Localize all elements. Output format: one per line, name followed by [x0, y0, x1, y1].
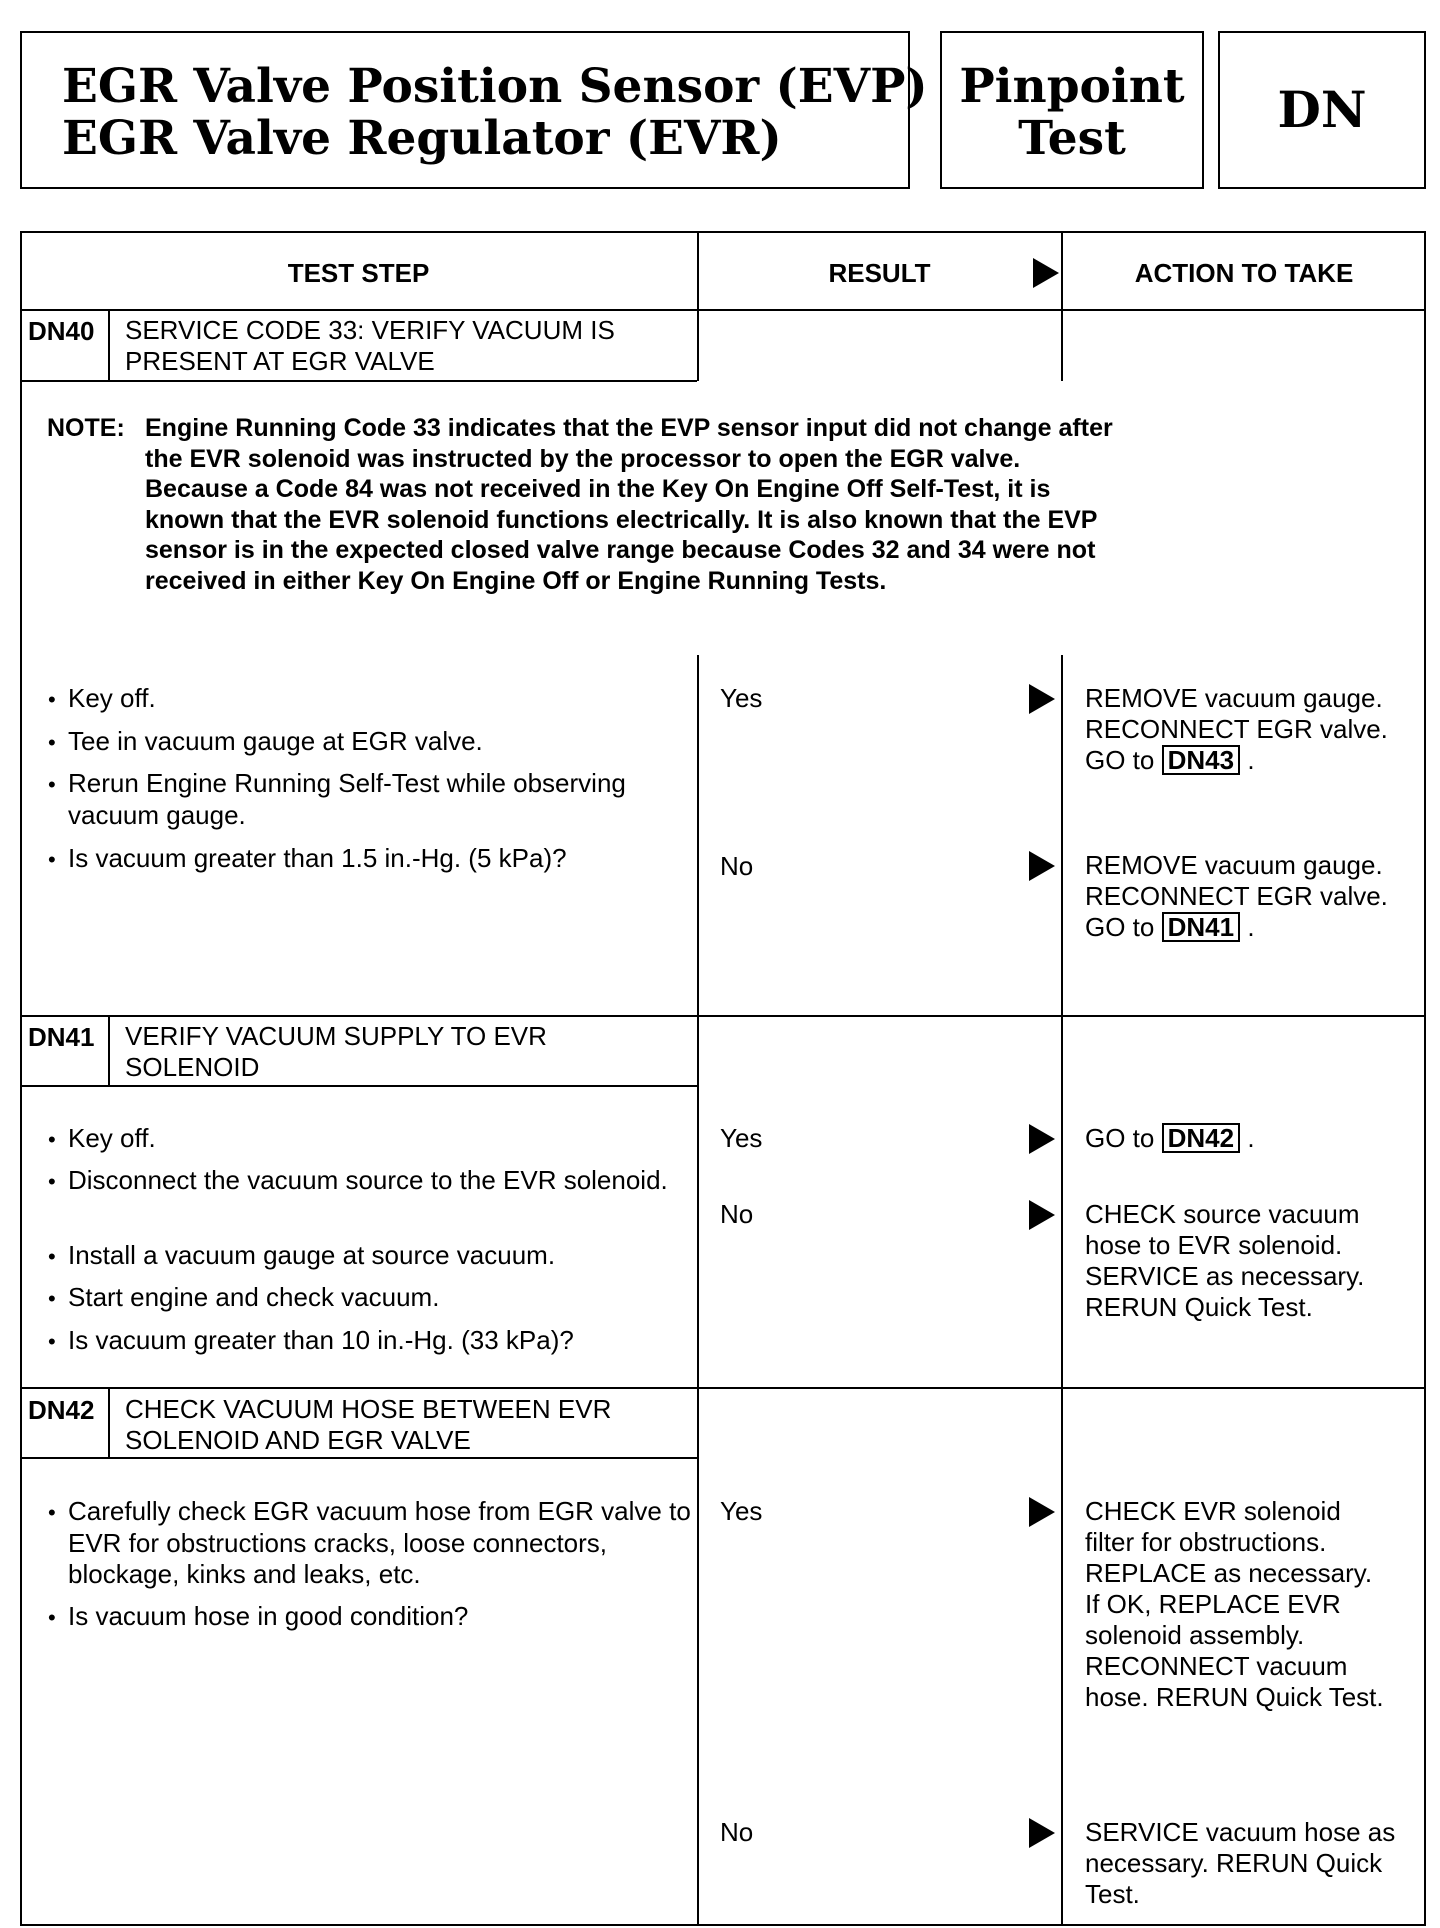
- dn40-title-right: [697, 309, 699, 381]
- note-line: Engine Running Code 33 indicates that the EVP sensor input did not change after: [145, 414, 1113, 442]
- dn40-yes-label: Yes: [720, 683, 763, 713]
- dn40-step: • Rerun Engine Running Self-Test while observing vacuum gauge.: [48, 768, 628, 831]
- header-row-bottom: [20, 309, 1426, 311]
- dn41-title-line-2: SOLENOID: [125, 1052, 260, 1082]
- column-header-action: ACTION TO TAKE: [1134, 258, 1354, 288]
- dn40-col-divider-2: [1061, 655, 1063, 1015]
- dn40-code: DN40: [28, 316, 95, 346]
- dn40-bottom: [20, 1015, 1426, 1017]
- note-line: known that the EVR solenoid functions electrically. It is also known that the EVP: [145, 505, 1098, 534]
- dn41-title-bottom: [20, 1085, 697, 1087]
- dn40-no-action-text: REMOVE vacuum gauge. RECONNECT EGR valve. GO to: [1085, 850, 1388, 942]
- dn40-title-line-2: PRESENT AT EGR VALVE: [125, 346, 435, 376]
- dn42-yes-label: Yes: [720, 1496, 763, 1526]
- dn40-yes-action: [1085, 683, 1405, 776]
- note-line: the EVR solenoid was instructed by the processor to open the EGR valve.: [145, 444, 1021, 473]
- dn42-title-line-1: CHECK VACUUM HOSE BETWEEN EVR: [125, 1394, 612, 1424]
- dn42-col-divider-2: [1061, 1387, 1063, 1926]
- pinpoint-line-1: Pinpoint: [959, 59, 1185, 114]
- dn41-code-divider: [108, 1015, 110, 1087]
- dn41-yes-action: [1085, 1123, 1405, 1154]
- dn41-no-action: CHECK source vacuum hose to EVR solenoid. SERVICE as necessary. RERUN Quick Test.: [1085, 1199, 1365, 1322]
- dn41-title-line-1: VERIFY VACUUM SUPPLY TO EVR: [125, 1021, 547, 1051]
- dn41-step: • Install a vacuum gauge at source vacuum.: [48, 1240, 688, 1272]
- dn40-yes-period: .: [1247, 745, 1255, 775]
- dn41-yes-ref-link[interactable]: DN42: [1162, 1123, 1240, 1153]
- dn40-yes-arrow-icon: [1029, 684, 1055, 714]
- column-header-test-step: TEST STEP: [287, 258, 430, 288]
- dn42-no-action: SERVICE vacuum hose as necessary. RERUN Quick Test.: [1085, 1817, 1396, 1909]
- dn41-step: • Is vacuum greater than 10 in.-Hg. (33 kPa)?: [48, 1325, 698, 1357]
- dn42-code-divider: [108, 1387, 110, 1459]
- dn41-no-label: No: [720, 1199, 754, 1229]
- title-box: [20, 31, 928, 189]
- note-line: received in either Key On Engine Off or Engine Running Tests.: [145, 566, 887, 595]
- dn40-no-period: .: [1247, 912, 1255, 942]
- dn41-col-divider-2: [1061, 1015, 1063, 1387]
- dn40-yes-ref-link[interactable]: DN43: [1162, 745, 1240, 775]
- dn40-col-divider-1: [697, 655, 699, 1015]
- dn42-step: • Carefully check EGR vacuum hose from EGR valve to EVR for obstructions cracks, loose connectors, blockage, kinks and leaks, etc.: [48, 1496, 698, 1590]
- pinpoint-line-2: Test: [1018, 111, 1126, 166]
- dn40-code-divider: [108, 309, 110, 381]
- dn40-step: • Key off.: [48, 683, 688, 715]
- dn40-no-arrow-icon: [1029, 851, 1055, 881]
- dn40-no-action: [1085, 850, 1405, 943]
- pinpoint-box: [940, 31, 1204, 189]
- test-code-box: [1218, 31, 1426, 189]
- dn40-action-left-top: [1061, 309, 1063, 381]
- dn40-yes-action-text: REMOVE vacuum gauge. RECONNECT EGR valve. GO to: [1085, 683, 1388, 775]
- dn40-note: [145, 413, 1375, 596]
- dn41-yes-period: .: [1247, 1123, 1255, 1153]
- result-arrow-icon: [1033, 258, 1059, 288]
- test-code: DN: [1277, 80, 1367, 139]
- dn41-yes-arrow-icon: [1029, 1124, 1055, 1154]
- dn42-code: DN42: [28, 1395, 95, 1425]
- dn42-no-label: No: [720, 1817, 754, 1847]
- dn42-title-line-2: SOLENOID AND EGR VALVE: [125, 1425, 471, 1455]
- dn41-bottom: [20, 1387, 1426, 1389]
- dn40-no-label: No: [720, 851, 754, 881]
- dn41-code: DN41: [28, 1022, 95, 1052]
- dn40-no-ref-link[interactable]: DN41: [1162, 912, 1240, 942]
- dn42-yes-action: CHECK EVR solenoid filter for obstructions. REPLACE as necessary. If OK, REPLACE EVR solenoid assembly. RECONNECT vacuum hose. RERUN Quick Test.: [1085, 1496, 1384, 1712]
- title-line-2: EGR Valve Regulator (EVR): [62, 111, 782, 166]
- note-line: Because a Code 84 was not received in the Key On Engine Off Self-Test, it is: [145, 475, 1051, 503]
- dn42-title-bottom: [20, 1457, 697, 1459]
- dn41-no-arrow-icon: [1029, 1200, 1055, 1230]
- dn41-step: • Key off.: [48, 1123, 688, 1155]
- dn40-step: • Tee in vacuum gauge at EGR valve.: [48, 726, 688, 758]
- dn42-yes-arrow-icon: [1029, 1497, 1055, 1527]
- dn41-step: • Disconnect the vacuum source to the EVR solenoid.: [48, 1165, 668, 1197]
- dn42-step: • Is vacuum hose in good condition?: [48, 1601, 688, 1633]
- dn40-title-bottom: [20, 380, 697, 382]
- dn40-title-line-1: SERVICE CODE 33: VERIFY VACUUM IS: [125, 315, 615, 345]
- column-header-result: RESULT: [828, 258, 931, 288]
- dn41-yes-label: Yes: [720, 1123, 763, 1153]
- dn42-col-divider-1: [697, 1387, 699, 1926]
- dn41-step: • Start engine and check vacuum.: [48, 1282, 688, 1314]
- dn41-yes-action-text: GO to: [1085, 1123, 1155, 1153]
- note-line: sensor is in the expected closed valve range because Codes 32 and 34 were not: [145, 536, 1096, 564]
- dn40-note-label: NOTE:: [47, 414, 125, 442]
- title-line-1: EGR Valve Position Sensor (EVP): [62, 59, 928, 114]
- dn42-no-arrow-icon: [1029, 1818, 1055, 1848]
- dn40-step: • Is vacuum greater than 1.5 in.-Hg. (5 kPa)?: [48, 843, 688, 875]
